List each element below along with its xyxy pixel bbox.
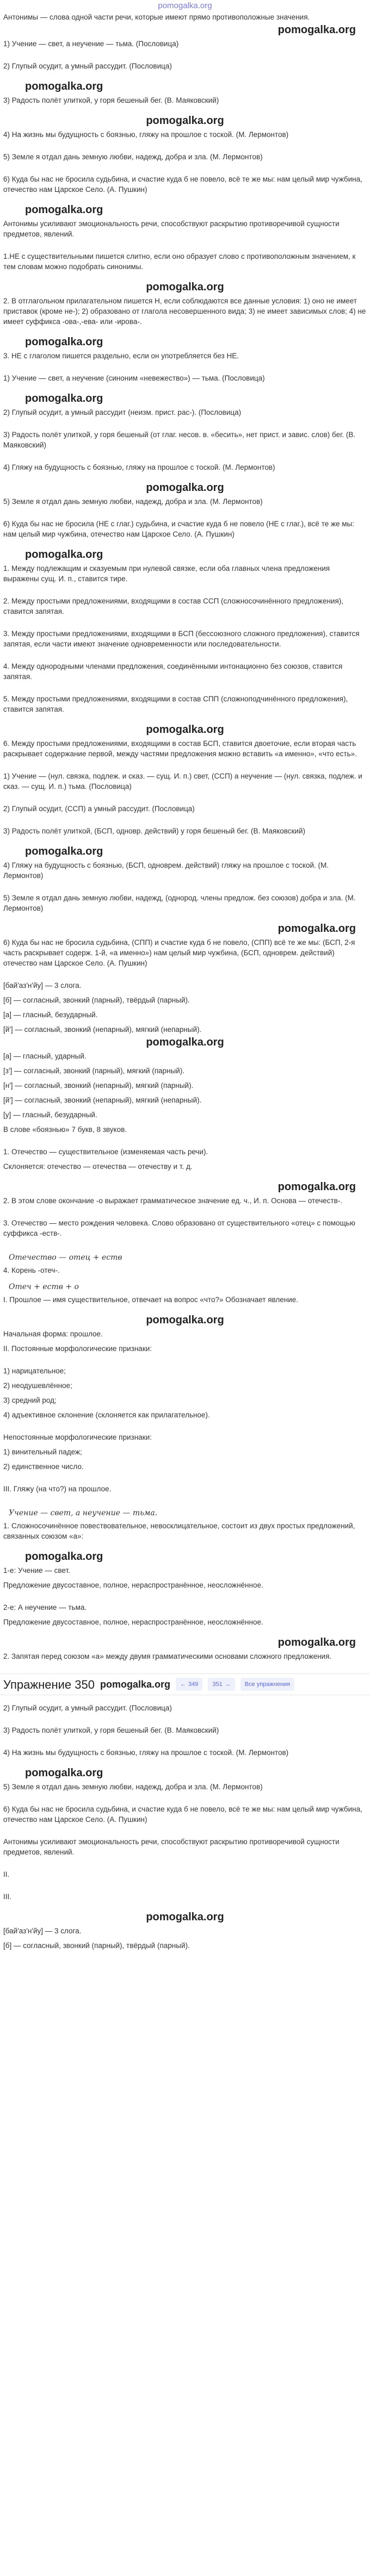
watermark: pomogalka.org <box>25 80 103 92</box>
syntax-scheme: Учение — свет, а неучение — тьма. <box>9 1509 158 1517</box>
morphological-3: II. Постоянные морфологические признаки: <box>3 1345 152 1353</box>
watermark: pomogalka.org <box>25 549 103 561</box>
watermark: pomogalka.org <box>100 1678 170 1690</box>
punct-example-1: 1) Учение — (нул. связка, подлеж. и сказ. — сущ. И. п.) свет, (ССП) а неучение — (нул. связка, подлеж. и сказ. — сущ. И. п.) тьма. (Пословица) <box>3 772 362 791</box>
watermark: pomogalka.org <box>146 724 224 736</box>
morphological-1: I. Прошлое — имя существительное, отвечает на вопрос «что?» Обозначает явление. <box>3 1296 299 1304</box>
phonetic-7: [н'] — согласный, звонкий (непарный), мягкий (парный). <box>3 1081 194 1090</box>
punct-rule-1: 1. Между подлежащим и сказуемым при нулевой связке, если оба главных члена предложения выражены сущ. И. п., ставится тире. <box>3 564 330 583</box>
rule-n-adjective: 2. В отглагольном прилагательном пишется Н, если соблюдаются все данные условия: 1) оно не имеет приставок (кроме не-); 2) образовано от глагола несовершенного вида; 3) не имеет зависимых слов; 4) не имеет суффикса -ова-,-ева- или -ирова-. <box>3 297 366 326</box>
bottom-example-5: 5) Земле я отдал дань земную любви, надежд, добра и зла. (М. Лермонтов) <box>3 1783 263 1791</box>
phonetic-4: [й'] — согласный, звонкий (непарный), мягкий (непарный). <box>3 1025 202 1034</box>
bottom-section-iii: III. <box>3 1893 12 1901</box>
example-6: 6) Куда бы нас не бросила судьбина, и счастие куда б не повело, всё те же мы: нам целый мир чужбина, отечество нам Царское Село. (А. Пушкин) <box>3 175 362 194</box>
watermark: pomogalka.org <box>25 1551 103 1563</box>
watermark: pomogalka.org <box>146 115 224 127</box>
morph-scheme-derivation: Отечество — отец + еств <box>9 1253 122 1262</box>
phonetic-6: [з'] — согласный, звонкий (парный), мягкий (парный). <box>3 1067 185 1075</box>
watermark: pomogalka.org <box>25 845 103 857</box>
syntax-1: 1. Сложносочинённое повествовательное, невосклицательное, состоит из двух простых предложений, связанных союзом «а»: <box>3 1522 355 1540</box>
morphological-6: 3) средний род; <box>3 1396 57 1404</box>
next-exercise-label: 351 <box>212 1681 223 1688</box>
exercise-navigation-bar <box>0 1673 370 1695</box>
site-name-header[interactable]: pomogalka.org <box>158 1 212 10</box>
watermark: pomogalka.org <box>278 1181 356 1193</box>
paragraph-antonyms-definition: Антонимы — слова одной части речи, которые имеют прямо противоположные значения. <box>3 13 310 21</box>
example-5: 5) Земле я отдал дань земную любви, надежд, добра и зла. (М. Лермонтов) <box>3 153 263 161</box>
morphological-11: III. Гляжу (на что?) на прошлое. <box>3 1485 112 1493</box>
phonetic-5: [а] — гласный, ударный. <box>3 1052 87 1060</box>
syntax-3: Предложение двусоставное, полное, нераспространённое, неосложнённое. <box>3 1581 263 1589</box>
paragraph-antonyms-role: Антонимы усиливают эмоциональность речи, способствуют раскрытию противоречивой сущности предметов, явлений. <box>3 220 340 238</box>
morphemic-1: 1. Отечество — существительное (изменяемая часть речи). <box>3 1148 208 1156</box>
next-exercise-button[interactable] <box>208 1678 235 1691</box>
punct-example-5: 5) Земле я отдал дань земную любви, надежд, (однород. члены предлож. без союзов) добра и зла. (М. Лермонтов) <box>3 894 356 912</box>
watermark: pomogalka.org <box>25 1767 103 1779</box>
watermark: pomogalka.org <box>25 393 103 405</box>
morphological-7: 4) адъективное склонение (склоняется как прилагательное). <box>3 1411 210 1419</box>
bottom-example-6: 6) Куда бы нас не бросила судьбина, и счастие куда б не повело, всё те же мы: нам целый мир чужбина, отечество нам Царское Село. (А. Пушкин) <box>3 1805 362 1824</box>
spelling-2: 2) Глупый осудит, а умный рассудит (неизм. прист. рас-). (Пословица) <box>3 408 242 416</box>
spelling-1: 1) Учение — свет, а неучение (синоним «невежество») — тьма. (Пословица) <box>3 374 265 382</box>
exercise-title: Упражнение 350 <box>3 1677 95 1691</box>
punct-rule-4: 4. Между однородными членами предложения, соединёнными интонационно без союзов, ставится запятая. <box>3 662 343 681</box>
punct-rule-2: 2. Между простыми предложениями, входящими в состав ССП (сложносочинённого предложения), ставится запятая. <box>3 597 344 615</box>
watermark: pomogalka.org <box>146 1911 224 1923</box>
watermark: pomogalka.org <box>146 1314 224 1326</box>
watermark: pomogalka.org <box>146 281 224 293</box>
punct-example-6: 6) Куда бы нас не бросила судьбина, (СПП) и счастие куда б не повело, (СПП) всё те же мы: (БСП, 2-я часть раскрывает содерж. 1-й, «а именно») нам целый мир чужбина, (БСП, одноврем. действий) отечество нам Царское Село. (А. Пушкин) <box>3 938 355 967</box>
syntax-2: 1-е: Учение — свет. <box>3 1566 70 1575</box>
example-1: 1) Учение — свет, а неучение — тьма. (Пословица) <box>3 40 179 48</box>
phonetic-8: [й'] — согласный, звонкий (непарный), мягкий (непарный). <box>3 1096 202 1104</box>
punct-rule-6: 6. Между простыми предложениями, входящими в состав БСП, ставится двоеточие, если вторая часть раскрывает содержание первой, между частями предложения можно вставить «а именно», «что есть». <box>3 739 357 758</box>
morphemic-2: Склоняется: отечество — отечества — отечеству и т. д. <box>3 1162 193 1171</box>
punct-example-3: 3) Радость полёт улиткой, (БСП, одновр. действий) у горя бешеный бег. (В. Маяковский) <box>3 827 306 835</box>
prev-exercise-button[interactable] <box>176 1678 202 1691</box>
watermark: pomogalka.org <box>278 1637 356 1648</box>
watermark: pomogalka.org <box>146 482 224 494</box>
phonetic-summary: В слове «боязнью» 7 букв, 8 звуков. <box>3 1125 127 1134</box>
watermark: pomogalka.org <box>25 336 103 348</box>
bottom-phonetic-1: [бай'аз'н'йу] — 3 слога. <box>3 1927 82 1935</box>
watermark: pomogalka.org <box>146 1036 224 1048</box>
morphological-10: 2) единственное число. <box>3 1463 84 1471</box>
rule-ne-nouns: 1.НЕ с существительными пишется слитно, если оно образует слово с противоположным значением, к тем словам можно подобрать синонимы. <box>3 252 356 271</box>
punct-rule-3: 3. Между простыми предложениями, входящими в БСП (бессоюзного сложного предложения), ставится запятая, если части имеют значение одновременности или последовательности. <box>3 630 360 648</box>
prev-exercise-label: 349 <box>188 1681 199 1688</box>
watermark: pomogalka.org <box>278 24 356 36</box>
example-4: 4) На жизнь мы будущность с боязнью, гляжу на прошлое с тоской. (М. Лермонтов) <box>3 130 289 139</box>
morphemic-5: 4. Корень -отеч-. <box>3 1266 60 1274</box>
arrow-left-icon: ← <box>180 1681 186 1688</box>
morphological-9: 1) винительный падеж; <box>3 1448 82 1456</box>
all-exercises-button[interactable]: Все упражнения <box>240 1678 294 1691</box>
phonetic-9: [у] — гласный, безударный. <box>3 1111 97 1119</box>
morph-scheme-structure: Отеч + еств + о <box>9 1283 79 1291</box>
morphemic-3: 2. В этом слове окончание -о выражает грамматическое значение ед. ч., И. п. Основа — отечеств-. <box>3 1197 343 1205</box>
arrow-right-icon: → <box>224 1681 231 1688</box>
punct-example-2: 2) Глупый осудит, (ССП) а умный рассудит. (Пословица) <box>3 805 195 813</box>
morphemic-4: 3. Отечество — место рождения человека. Слово образовано от существительного «отец» с помощью суффикса -еств-. <box>3 1219 355 1237</box>
example-2: 2) Глупый осудит, а умный рассудит. (Пословица) <box>3 62 172 70</box>
spelling-5: 5) Земле я отдал дань земную любви, надежд, добра и зла. (М. Лермонтов) <box>3 497 263 506</box>
morphological-8: Непостоянные морфологические признаки: <box>3 1433 152 1441</box>
syntax-5: Предложение двусоставное, полное, нераспространённое, неосложнённое. <box>3 1618 263 1626</box>
morphological-4: 1) нарицательное; <box>3 1367 66 1375</box>
spelling-3: 3) Радость полёт улиткой, у горя бешеный (от глаг. несов. в. «бесить», нет прист. и завис. слов) бег. (В. Маяковский) <box>3 431 356 449</box>
bottom-section-ii: II. <box>3 1870 10 1878</box>
bottom-example-2: 2) Глупый осудит, а умный рассудит. (Пословица) <box>3 1704 172 1712</box>
phonetic-2: [б] — согласный, звонкий (парный), твёрдый (парный). <box>3 996 190 1004</box>
watermark: pomogalka.org <box>278 923 356 935</box>
spelling-4: 4) Гляжу на будущность с боязнью, гляжу на прошлое с тоской. (М. Лермонтов) <box>3 463 275 471</box>
bottom-example-3: 3) Радость полёт улиткой, у горя бешеный бег. (В. Маяковский) <box>3 1726 219 1734</box>
punct-rule-5: 5. Между простыми предложениями, входящими в состав СПП (сложноподчинённого предложения), ставится запятая. <box>3 695 348 713</box>
watermark: pomogalka.org <box>25 204 103 216</box>
bottom-phonetic-2: [б] — согласный, звонкий (парный), твёрдый (парный). <box>3 1942 190 1950</box>
morphological-5: 2) неодушевлённое; <box>3 1382 72 1390</box>
syntax-6: 2. Запятая перед союзом «а» между двумя грамматическими основами сложного предложения. <box>3 1652 332 1660</box>
phonetic-1: [бай'аз'н'йу] — 3 слога. <box>3 981 82 990</box>
punct-example-4: 4) Гляжу на будущность с боязнью, (БСП, одноврем. действий) гляжу на прошлое с тоской. (М. Лермонтов) <box>3 861 329 880</box>
example-3: 3) Радость полёт улиткой, у горя бешеный бег. (В. Маяковский) <box>3 96 219 104</box>
spelling-6: 6) Куда бы нас не бросила (НЕ с глаг.) судьбина, и счастие куда б не повело (НЕ с глаг.), всё те же мы: нам целый мир чужбина, отечество нам Царское Село. (А. Пушкин) <box>3 520 355 538</box>
morphological-2: Начальная форма: прошлое. <box>3 1330 103 1338</box>
rule-ne-verbs: 3. НЕ с глаголом пишется раздельно, если он употребляется без НЕ. <box>3 352 239 360</box>
phonetic-3: [а] — гласный, безударный. <box>3 1011 98 1019</box>
syntax-4: 2-е: А неучение — тьма. <box>3 1603 87 1611</box>
bottom-example-4: 4) На жизнь мы будущность с боязнью, гляжу на прошлое с тоской. (М. Лермонтов) <box>3 1749 289 1757</box>
bottom-antonyms-role: Антонимы усиливают эмоциональность речи, способствуют раскрытию противоречивой сущности предметов, явлений. <box>3 1838 340 1856</box>
